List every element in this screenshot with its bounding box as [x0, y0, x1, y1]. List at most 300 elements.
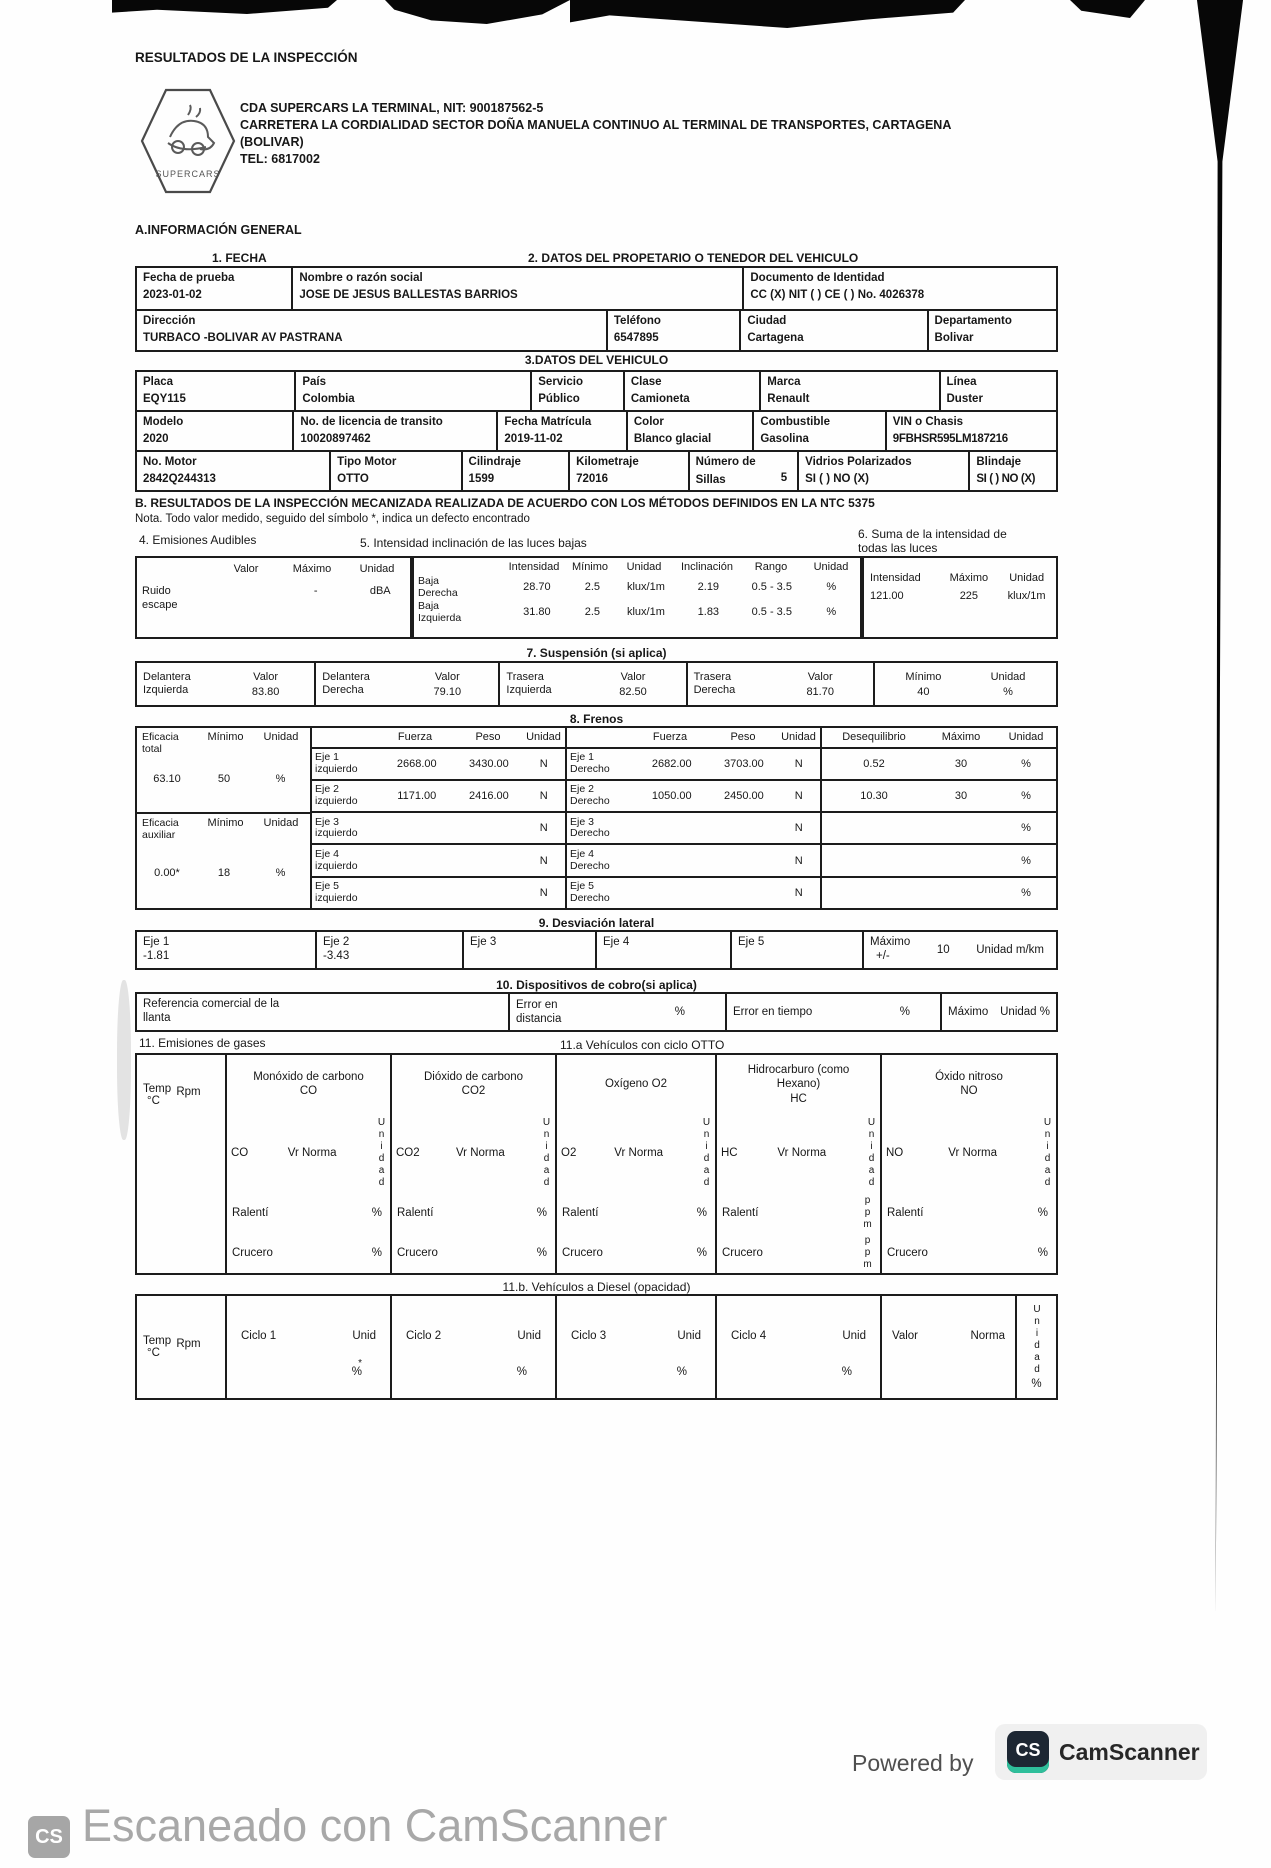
s11b-unidad-col [1017, 1296, 1056, 1398]
table-dispositivos-cobro [135, 992, 1058, 1032]
s11-o2-crucero [557, 1233, 715, 1273]
company-logo [140, 85, 236, 202]
s5-h-inclinacion: Inclinación [681, 561, 733, 573]
s9-max-value: 10 [936, 944, 950, 956]
s5-title: 5. Intensidad inclinación de las luces bajas [360, 536, 587, 550]
s9-eje3-label: Eje 3 [470, 936, 497, 948]
s8-h-deseq: Desequilibrio [842, 731, 906, 744]
s10-ref-l1: Referencia comercial de la [143, 998, 280, 1010]
s5-h-intensidad: Intensidad [508, 561, 560, 573]
s11b-norma: Norma [970, 1330, 1005, 1342]
s8-l0-l2: izquierdo [315, 762, 358, 775]
s5-row-baja-derecha [414, 575, 860, 599]
s11b-c3-pct: % [676, 1366, 687, 1378]
s5-r1-inclinacion: 1.83 [697, 606, 720, 619]
s11-hc-unidad: Unidad [866, 1117, 877, 1190]
s8-d0-u: % [1021, 757, 1031, 770]
camscanner-cs-icon [1007, 1731, 1049, 1773]
s8-ef-total-l1: Eficacia [142, 731, 179, 743]
s7-c1-v: 79.10 [433, 685, 462, 698]
s11b-valor: Valor [892, 1330, 918, 1342]
s11b-valor-norma [882, 1296, 1017, 1398]
camscanner-label: CamScanner [1059, 1738, 1200, 1765]
s8-deseq-row-1 [822, 779, 1056, 811]
s7-cell-minimo-unidad [875, 663, 1056, 705]
field-servicio [532, 372, 625, 410]
field-nombre [293, 268, 744, 309]
s8-l1-peso: 2416.00 [469, 789, 509, 802]
s8-l2-u: N [539, 822, 548, 835]
company-info [240, 100, 951, 168]
s11-no-r1u: % [1037, 1206, 1048, 1219]
s11-hc-r1u: ppm [862, 1194, 873, 1231]
s8-d4-u: % [1021, 886, 1031, 899]
section-b-note: Nota. Todo valor medido, seguido del símbolo *, indica un defecto encontrado [135, 513, 530, 525]
s9-title: 9. Desviación lateral [538, 916, 655, 930]
s9-eje2 [317, 932, 464, 968]
s8-r3-l2: Derecho [570, 859, 610, 872]
s7-c0-l2: Izquierda [143, 684, 189, 696]
s11b-ciclo2 [392, 1296, 557, 1398]
watermark-cs-text: CS [35, 1825, 63, 1848]
marca-label: Marca [767, 376, 801, 388]
s8-h-fuerza-r: Fuerza [652, 731, 688, 744]
section-a-heading: A.INFORMACIÓN GENERAL [135, 223, 302, 237]
s11-co-unidad: Unidad [376, 1117, 387, 1190]
field-tipo-motor [331, 452, 462, 490]
s11b-c4-label: Ciclo 4 [731, 1330, 767, 1342]
s8-h-unidad-r: Unidad [781, 731, 816, 744]
field-licencia [294, 412, 498, 450]
s10-err-t-label: Error en tiempo [733, 1005, 813, 1018]
s11-no-abbr: NO [886, 1147, 904, 1160]
servicio-value: Público [538, 392, 580, 405]
scan-artifact-top-1 [112, 0, 337, 14]
s11-co2-r1u: % [536, 1206, 547, 1219]
s6-title-l1: 6. Suma de la intensidad de [858, 527, 1007, 541]
cilindraje-value: 1599 [468, 472, 495, 485]
documento-label: Documento de Identidad [750, 272, 885, 284]
s8-ef-total-l2: total [142, 743, 162, 756]
s11b-c2-label: Ciclo 2 [406, 1330, 442, 1342]
s8-l2-l1: Eje 3 [315, 815, 339, 828]
s9-eje4-label: Eje 4 [603, 936, 630, 948]
s8-ejes-izquierdos [312, 728, 567, 908]
s8-deseq-row-2 [822, 811, 1056, 843]
s7-c0-l1: Delantera [143, 670, 191, 683]
s8-h-max: Máximo [941, 731, 981, 744]
s11-no-unidad: Unidad [1042, 1117, 1053, 1190]
s7-cell-trasera-izquierda [500, 663, 687, 705]
s5-r1-unidad: klux/1m [626, 606, 665, 619]
vin-value: 9FBHSR595LM187216 [892, 432, 1008, 445]
pais-value: Colombia [302, 392, 355, 405]
s5-r0-unidad: klux/1m [626, 581, 665, 594]
s5-h-unidad: Unidad [626, 561, 662, 573]
licencia-label: No. de licencia de transito [300, 416, 443, 428]
s11-co-r2: Crucero [232, 1246, 273, 1259]
s6-h-unidad: Unidad [1009, 572, 1045, 584]
documento-value: CC (X) NIT ( ) CE ( ) No. 4026378 [750, 288, 925, 301]
table-gases-otto [135, 1053, 1058, 1275]
s5-r1-intensidad: 31.80 [523, 606, 551, 619]
s6-title [858, 527, 1007, 555]
s11-o2-r1: Ralentí [562, 1206, 599, 1219]
s8-ejes-derechos [567, 728, 822, 908]
s4-title: 4. Emisiones Audibles [139, 533, 257, 547]
s11b-c1-mark: * [358, 1358, 362, 1369]
s9-max-l1: Máximo [870, 936, 911, 949]
s8-d3-u: % [1021, 854, 1031, 867]
s11b-pct: % [1031, 1378, 1042, 1390]
s11b-temp-l2: °C [147, 1347, 160, 1359]
s11-no-ralenti [882, 1192, 1056, 1232]
s8-row-eje1-der [567, 747, 820, 779]
direccion-value: TURBACO -BOLIVAR AV PASTRANA [143, 331, 343, 344]
s11-gas-co2 [392, 1055, 557, 1273]
s11b-unidad: Unidad [1031, 1304, 1043, 1376]
s9-eje5 [732, 932, 864, 968]
s8-l3-l1: Eje 4 [315, 848, 339, 860]
departamento-value: Bolivar [934, 331, 974, 344]
combustible-label: Combustible [760, 416, 830, 428]
s8-ef-total-hmin: Mínimo [207, 731, 244, 743]
s11b-c1-label: Ciclo 1 [241, 1330, 277, 1342]
s5-r0-l2: Derecha [418, 587, 458, 600]
s6-h-intensidad: Intensidad [870, 572, 921, 584]
s8-row-eje4-der [567, 843, 820, 875]
s7-c1-l2: Derecha [322, 684, 364, 696]
s11-co2-unidad: Unidad [541, 1117, 552, 1190]
departamento-label: Departamento [934, 314, 1012, 327]
cilindraje-label: Cilindraje [468, 456, 521, 468]
s8-r1-u: N [794, 789, 803, 802]
marca-value: Renault [767, 392, 810, 405]
s8-h-uni2: Unidad [1008, 731, 1044, 744]
supercars-logo-icon [140, 85, 236, 197]
s7-c2-v: 82.50 [619, 685, 647, 698]
s11-hc-r2u: ppm [862, 1234, 873, 1271]
s8-ef-total-huni: Unidad [263, 731, 299, 743]
vidrios-label: Vidrios Polarizados [805, 456, 912, 468]
s8-d1-m: 30 [954, 789, 968, 802]
table-frenos [135, 726, 1058, 910]
s11b-temp-l1: Temp [143, 1335, 172, 1347]
matricula-value: 2019-11-02 [504, 432, 563, 445]
page-title: RESULTADOS DE LA INSPECCIÓN [135, 50, 358, 65]
s8-r3-u: N [794, 854, 803, 867]
field-documento [744, 268, 1056, 309]
s11-o2-name-l1: Oxígeno O2 [604, 1078, 667, 1091]
s11-gas-hc [717, 1055, 882, 1273]
s11-no-r2: Crucero [887, 1246, 928, 1259]
s7-c1-vl: Valor [434, 670, 460, 683]
table-vehiculo [135, 370, 1058, 492]
vin-label: VIN o Chasis [892, 416, 964, 428]
s9-maximo-cell [864, 932, 1056, 968]
s8-l3-u: N [539, 854, 548, 867]
fecha-prueba-value: 2023-01-02 [143, 288, 202, 301]
s4-h-maximo: Máximo [292, 563, 332, 575]
s11b-c1-pct: % [351, 1366, 362, 1378]
s7-c1-l1: Delantera [322, 670, 370, 683]
camscanner-cs-text: CS [1015, 1739, 1041, 1760]
s7-cell-trasera-derecha [688, 663, 875, 705]
s11-co2-r1: Ralentí [397, 1206, 434, 1219]
field-telefono [608, 311, 741, 350]
s5-h-unidad2: Unidad [813, 561, 849, 573]
field-modelo [137, 412, 294, 450]
placa-value: EQY115 [143, 392, 186, 405]
s8-h-peso-r: Peso [730, 731, 756, 744]
licencia-value: 10020897462 [300, 432, 371, 445]
s11-temp-col [137, 1055, 227, 1273]
s8-eficacia-total [137, 728, 310, 814]
s11b-temp-col [137, 1296, 227, 1398]
field-sillas [690, 452, 800, 490]
field-color [628, 412, 754, 450]
ciudad-label: Ciudad [747, 314, 787, 327]
field-pais [296, 372, 532, 410]
s8-h-unidad-l: Unidad [526, 731, 561, 744]
s10-ref-l2: llanta [143, 1012, 171, 1025]
s5-h-rango: Rango [754, 561, 788, 573]
s11-hc-vr: Vr Norma [777, 1147, 827, 1160]
s10-maximo: Máximo [948, 1006, 989, 1018]
s9-unidad: Unidad m/km [976, 944, 1044, 956]
field-placa [137, 372, 296, 410]
s6-maximo: 225 [959, 590, 979, 602]
s8-l0-u: N [539, 757, 548, 770]
s8-row-eje3-der [567, 811, 820, 843]
s11-temp-rpm: Rpm [176, 1086, 201, 1098]
field-matricula [498, 412, 627, 450]
sillas-label-l1: Número de [695, 456, 756, 468]
field-marca [761, 372, 940, 410]
s9-eje1-value: -1.81 [143, 950, 170, 963]
s8-l2-l2: izquierdo [315, 827, 358, 840]
s8-row-eje2-der [567, 779, 820, 811]
s11-hc-r1: Ralentí [722, 1206, 759, 1219]
s8-ef-aux-l2: auxiliar [142, 829, 176, 842]
watermark-cs-icon [28, 1816, 70, 1858]
field-blindaje [970, 452, 1056, 490]
s8-r0-peso: 3703.00 [724, 757, 764, 770]
s11-no-r2u: % [1037, 1246, 1048, 1259]
s8-d2-u: % [1021, 822, 1031, 835]
s8-l3-l2: izquierdo [315, 859, 358, 872]
s11-co2-r2u: % [536, 1246, 547, 1259]
fecha-prueba-label: Fecha de prueba [143, 272, 235, 284]
s11b-c2-pct: % [516, 1366, 527, 1378]
color-value: Blanco glacial [633, 432, 712, 445]
table1-title-propietario: 2. DATOS DEL PROPETARIO O TENEDOR DEL VEHICULO [528, 251, 859, 265]
s9-eje5-label: Eje 5 [738, 936, 765, 948]
s5-r1-minimo: 2.5 [584, 606, 601, 619]
s11-hc-crucero [717, 1233, 880, 1273]
company-line-4: TEL: 6817002 [240, 152, 320, 166]
s4-maximo: - [313, 585, 318, 597]
s9-eje4 [597, 932, 732, 968]
motor-value: 2842Q244313 [143, 472, 216, 485]
s5-r0-pct: % [826, 581, 837, 594]
s8-r2-l2: Derecho [570, 827, 610, 840]
s11-o2-vr: Vr Norma [614, 1147, 664, 1160]
s5-r0-inclinacion: 2.19 [697, 581, 720, 594]
field-direccion [137, 311, 608, 350]
s8-r1-l1: Eje 2 [570, 783, 594, 796]
s8-r0-l1: Eje 1 [570, 751, 594, 764]
s11-co-name-l1: Monóxido de carbono [253, 1071, 364, 1084]
s7-c3-vl: Valor [807, 670, 833, 683]
s11b-c1-unid: Unid [352, 1330, 376, 1342]
blindaje-label: Blindaje [976, 456, 1022, 468]
s11b-c3-label: Ciclo 3 [571, 1330, 607, 1342]
s8-l0-l1: Eje 1 [315, 751, 339, 764]
s11b-c3-unid: Unid [677, 1330, 701, 1342]
s11-co-r1u: % [371, 1206, 382, 1219]
company-line-3: (BOLIVAR) [240, 135, 304, 149]
s8-deseq-row-4 [822, 876, 1056, 908]
s11-hc-name-l2: Hexano) [776, 1078, 821, 1091]
s7-c0-v: 83.80 [251, 685, 280, 698]
s8-r0-fuerza: 2682.00 [651, 757, 692, 770]
s11-title: 11. Emisiones de gases [139, 1036, 266, 1050]
kilometraje-label: Kilometraje [576, 456, 639, 468]
s11-o2-r1u: % [696, 1206, 707, 1219]
s11-no-r1: Ralentí [887, 1206, 924, 1219]
tipo-motor-label: Tipo Motor [337, 456, 397, 468]
s7-title: 7. Suspensión (si aplica) [526, 646, 667, 660]
s8-d0-m: 30 [954, 757, 968, 770]
s11b-ciclo3 [557, 1296, 717, 1398]
s8-row-eje5-izq [312, 876, 565, 908]
s11-co2-vr: Vr Norma [455, 1147, 505, 1160]
s8-h-peso-l: Peso [475, 731, 501, 744]
s8-ef-aux-l1: Eficacia [142, 817, 179, 829]
s10-maximo-unidad [942, 994, 1056, 1030]
s5-r0-intensidad: 28.70 [523, 581, 551, 594]
s9-eje3 [464, 932, 597, 968]
s7-min-label: Mínimo [905, 670, 942, 683]
s8-r2-l1: Eje 3 [570, 815, 594, 828]
s11-co-vr: Vr Norma [287, 1147, 337, 1160]
kilometraje-value: 72016 [576, 472, 609, 485]
s8-title: 8. Frenos [569, 712, 624, 726]
pais-label: País [302, 376, 326, 388]
table1-title-fecha: 1. FECHA [212, 251, 267, 265]
s8-d1-u: % [1021, 789, 1031, 802]
s5-r1-pct: % [826, 606, 837, 619]
powered-by-label: Powered by [852, 1750, 974, 1776]
table-suma-intensidad [862, 556, 1058, 639]
s7-c3-l1: Trasera [693, 670, 732, 683]
scan-artifact-right-sliver [1196, 0, 1244, 1615]
s8-row-eje3-izq [312, 811, 565, 843]
watermark-text: Escaneado con CamScanner [82, 1800, 668, 1851]
s8-r4-l2: Derecho [570, 891, 610, 904]
modelo-label: Modelo [143, 416, 184, 428]
logo-brand-text: SUPERCARS [155, 169, 221, 179]
s8-l4-l2: izquierdo [315, 891, 358, 904]
s8-row-eje4-izq [312, 843, 565, 875]
s7-c2-l2: Izquierda [506, 684, 552, 696]
s11-no-name-l1: Óxido nitroso [935, 1071, 1003, 1084]
s4-h-unidad: Unidad [359, 563, 395, 575]
s8-r4-l1: Eje 5 [570, 880, 594, 893]
s7-c2-vl: Valor [620, 670, 646, 683]
s10-error-distancia [510, 994, 727, 1030]
s8-l4-u: N [539, 886, 548, 899]
motor-label: No. Motor [143, 456, 197, 468]
s4-valor [219, 585, 281, 613]
s5-r0-rango: 0.5 - 3.5 [751, 581, 792, 594]
field-departamento [929, 311, 1056, 350]
table-general [135, 266, 1058, 352]
s8-l1-l2: izquierdo [315, 794, 358, 807]
table-vehiculo-title: 3.DATOS DEL VEHICULO [524, 353, 669, 367]
s7-min-value: 40 [917, 685, 930, 698]
s5-r0-l1: Baja [418, 575, 440, 587]
s11-no-name-l2: NO [960, 1085, 978, 1098]
s10-err-d-pct: % [674, 1006, 685, 1018]
s11-co2-name-l2: CO2 [461, 1085, 486, 1098]
s9-eje1-label: Eje 1 [143, 936, 170, 948]
field-linea [941, 372, 1057, 410]
s8-ef-aux-huni: Unidad [263, 817, 299, 829]
camscanner-badge [995, 1724, 1207, 1780]
s5-r1-l2: Izquierda [418, 612, 462, 625]
field-vidrios [799, 452, 970, 490]
table-suspension [135, 661, 1058, 707]
s9-max-l2: +/- [876, 950, 890, 962]
s11-o2-unidad: Unidad [701, 1117, 712, 1190]
s5-r0-minimo: 2.5 [584, 581, 601, 594]
field-clase [625, 372, 761, 410]
s8-ef-aux-unidad: % [275, 867, 286, 880]
sillas-label-l2: Sillas [695, 473, 726, 486]
s11-co2-abbr: CO2 [396, 1147, 420, 1160]
s10-err-t-pct: % [899, 1006, 910, 1018]
s7-unidad-value: % [1003, 685, 1013, 698]
s11-co2-name-l1: Dióxido de carbono [423, 1071, 524, 1084]
s11-co-abbr: CO [231, 1147, 249, 1160]
modelo-value: 2020 [143, 432, 169, 445]
s7-c3-l2: Derecha [693, 684, 736, 696]
s10-title: 10. Dispositivos de cobro(si aplica) [496, 978, 697, 992]
sillas-value: 5 [780, 472, 788, 485]
s4-unidad: dBA [369, 585, 391, 597]
scan-artifact-top-4 [1070, 0, 1145, 18]
s7-cell-delantera-izquierda [137, 663, 316, 705]
s8-l1-u: N [539, 789, 548, 802]
s11-o2-r2: Crucero [562, 1246, 603, 1259]
s8-ef-aux-valor: 0.00* [154, 867, 180, 880]
s8-l1-l1: Eje 2 [315, 783, 339, 796]
s11-co-r1: Ralentí [232, 1206, 269, 1219]
vidrios-value: SI ( ) NO (X) [805, 472, 869, 485]
s8-h-fuerza-l: Fuerza [397, 731, 433, 744]
company-line-1: CDA SUPERCARS LA TERMINAL, NIT: 900187562-5 [240, 101, 544, 115]
s11-gas-o2 [557, 1055, 717, 1273]
s8-l4-l1: Eje 5 [315, 880, 339, 893]
s8-r0-u: N [794, 757, 803, 770]
s7-c3-v: 81.70 [806, 685, 834, 698]
s11-co-r2u: % [371, 1246, 382, 1259]
nombre-value: JOSE DE JESUS BALLESTAS BARRIOS [299, 288, 518, 301]
s11b-c2-unid: Unid [517, 1330, 541, 1342]
matricula-label: Fecha Matrícula [504, 416, 592, 428]
